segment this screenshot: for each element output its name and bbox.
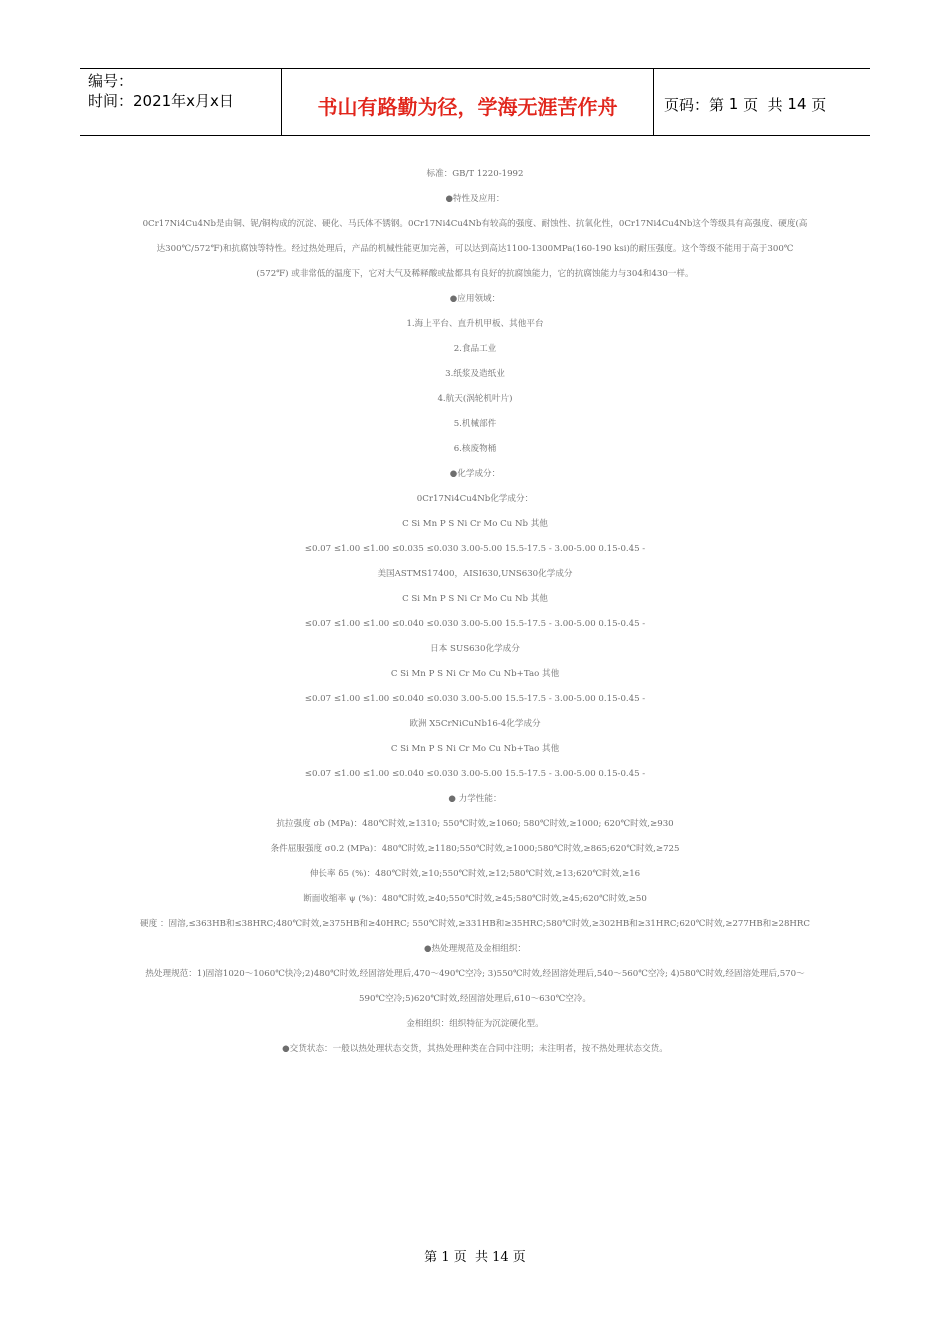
motto-text: 书山有路勤为径，学海无涯苦作舟 xyxy=(317,94,618,119)
section-heading: ●热处理规范及金相组织： xyxy=(423,944,527,954)
list-item: 4.航天(涡轮机叶片) xyxy=(437,394,513,404)
list-item: 5.机械部件 xyxy=(453,419,497,429)
composition-values: ≤0.07 ≤1.00 ≤1.00 ≤0.040 ≤0.030 3.00-5.00 15.5-17.5 - 3.00-5.00 0.15-0.45 - xyxy=(304,619,646,629)
footer-current: 1 xyxy=(441,1250,450,1265)
document-body xyxy=(140,162,810,1062)
header-meta xyxy=(80,69,282,135)
property-line: 条件屈服强度 σ0.2 (MPa)：480℃时效,≥1180;550℃时效,≥1000;580℃时效,≥865;620℃时效,≥725 xyxy=(270,844,680,854)
list-item: 6.核废物桶 xyxy=(453,444,497,454)
footer-suffix: 页 xyxy=(508,1250,526,1265)
number-label: 编号： xyxy=(88,72,134,90)
page-current: 1 xyxy=(728,95,739,113)
time-label: 时间：2021年x月x日 xyxy=(88,92,234,110)
body-paragraph: ●交货状态：一般以热处理状态交货，其热处理种类在合同中注明；未注明者，按不热处理状态交货。 xyxy=(282,1044,668,1054)
footer-middle: 页 共 xyxy=(449,1250,493,1265)
header-motto xyxy=(282,69,654,135)
body-paragraph: 0Cr17Ni4Cu4Nb是由铜、铌/铜构成的沉淀、硬化、马氏体不锈钢。0Cr17Ni4Cu4Nb有较高的强度、耐蚀性、抗氧化性，0Cr17Ni4Cu4Nb这个等级具有高强度、硬度(高达300℃/572℉)和抗腐蚀等特性。经过热处理后，产品的机械性能更加完善，可以达到高达1100-1300MPa(160-190 ksi)的耐压强度。这个等级不能用于高于300℃ (572℉) 或非常低的温度下，它对大气及稀释酸或盐都具有良好的抗腐蚀能力，它的抗腐蚀能力与304和430一样。 xyxy=(142,219,808,279)
composition-title: 日本 SUS630化学成分 xyxy=(430,644,520,654)
page-footer xyxy=(0,1246,950,1265)
section-heading: ●特性及应用： xyxy=(445,194,505,204)
composition-header: C Si Mn P S Ni Cr Mo Cu Nb 其他 xyxy=(402,519,548,529)
body-paragraph: 金相组织：组织特征为沉淀硬化型。 xyxy=(406,1019,544,1029)
composition-header: C Si Mn P S Ni Cr Mo Cu Nb+Tao 其他 xyxy=(390,744,560,754)
standard-line: 标准：GB/T 1220-1992 xyxy=(426,169,524,179)
composition-title: 欧洲 X5CrNiCuNb16-4化学成分 xyxy=(409,719,541,729)
list-item: 1.海上平台、直升机甲板、其他平台 xyxy=(406,319,544,329)
composition-header: C Si Mn P S Ni Cr Mo Cu Nb 其他 xyxy=(402,594,548,604)
list-item: 3.纸浆及造纸业 xyxy=(445,369,505,379)
page-suffix: 页 xyxy=(806,95,827,114)
document-header xyxy=(80,68,870,136)
page-total: 14 xyxy=(787,95,807,113)
footer-prefix: 第 xyxy=(424,1250,442,1265)
section-heading: ●化学成分： xyxy=(449,469,501,479)
page-middle: 页 共 xyxy=(738,95,788,114)
page-prefix: 页码：第 xyxy=(664,95,729,114)
header-page-info xyxy=(654,69,870,135)
composition-title: 美国ASTMS17400，AISI630,UNS630化学成分 xyxy=(377,569,573,579)
composition-values: ≤0.07 ≤1.00 ≤1.00 ≤0.040 ≤0.030 3.00-5.00 15.5-17.5 - 3.00-5.00 0.15-0.45 - xyxy=(304,694,646,704)
composition-values: ≤0.07 ≤1.00 ≤1.00 ≤0.040 ≤0.030 3.00-5.00 15.5-17.5 - 3.00-5.00 0.15-0.45 - xyxy=(304,769,646,779)
body-paragraph: 热处理规范：1)固溶1020～1060℃快冷;2)480℃时效,经固溶处理后,470～490℃空冷; 3)550℃时效,经固溶处理后,540～560℃空冷; 4)580℃时效,经固溶处理后,570～590℃空冷;5)620℃时效,经固溶处理后,610～630℃空冷。 xyxy=(145,969,805,1004)
property-line: 伸长率 δ5 (%)：480℃时效,≥10;550℃时效,≥12;580℃时效,≥13;620℃时效,≥16 xyxy=(309,869,641,879)
property-line: 抗拉强度 σb (MPa)：480℃时效,≥1310; 550℃时效,≥1060; 580℃时效,≥1000; 620℃时效,≥930 xyxy=(276,819,674,829)
section-heading: ● 力学性能： xyxy=(448,794,502,804)
section-heading: ●应用领域： xyxy=(449,294,501,304)
composition-values: ≤0.07 ≤1.00 ≤1.00 ≤0.035 ≤0.030 3.00-5.00 15.5-17.5 - 3.00-5.00 0.15-0.45 - xyxy=(304,544,646,554)
composition-title: 0Cr17Ni4Cu4Nb化学成分： xyxy=(416,494,534,504)
property-line: 硬度 ：固溶,≤363HB和≤38HRC;480℃时效,≥375HB和≥40HRC; 550℃时效,≥331HB和≥35HRC;580℃时效,≥302HB和≥31HRC;620℃时效,≥277HB和≥28HRC xyxy=(140,919,810,929)
footer-total: 14 xyxy=(492,1250,509,1265)
composition-header: C Si Mn P S Ni Cr Mo Cu Nb+Tao 其他 xyxy=(390,669,560,679)
property-line: 断面收缩率 ψ (%)：480℃时效,≥40;550℃时效,≥45;580℃时效,≥45;620℃时效,≥50 xyxy=(303,894,647,904)
list-item: 2.食品工业 xyxy=(453,344,497,354)
